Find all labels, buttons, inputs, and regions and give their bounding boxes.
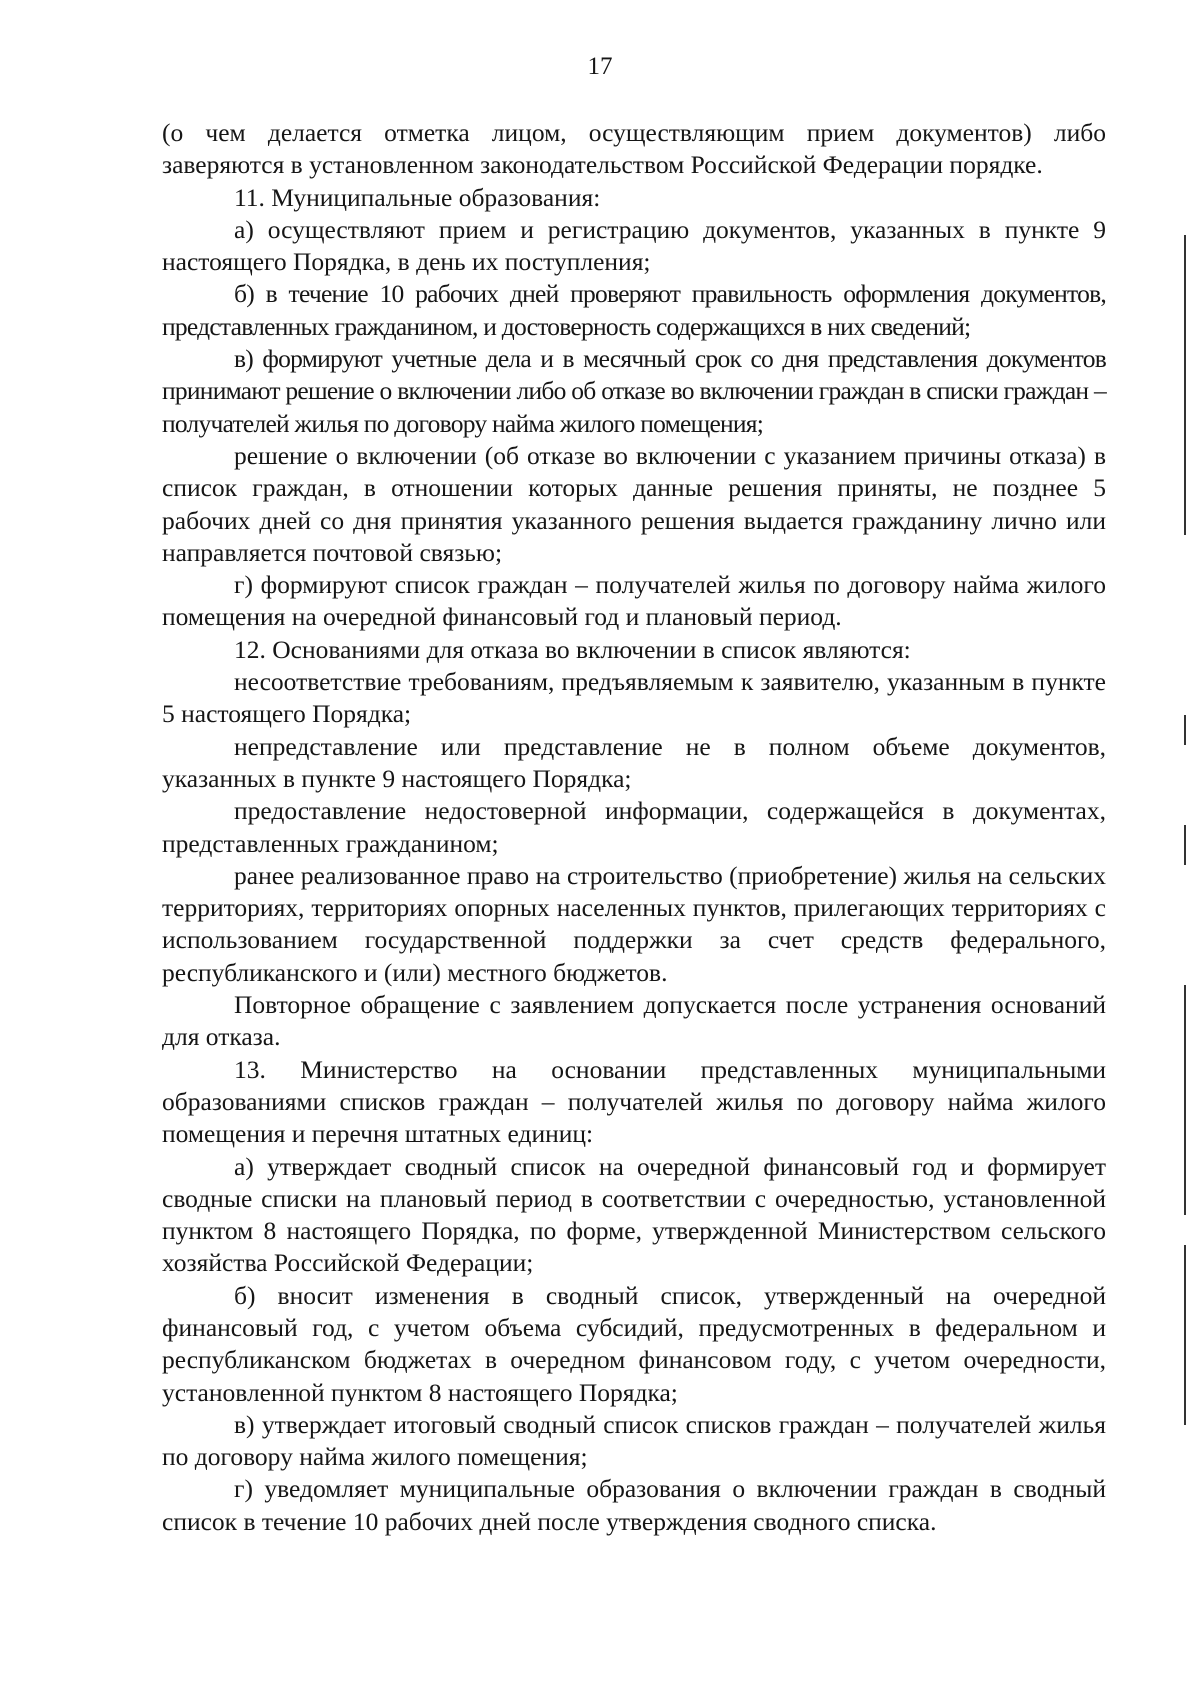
paragraph-item-13g: г) уведомляет муниципальные образования о включении граждан в сводный список в течение 10 рабочих дней после утверждения сводного списка. (162, 1474, 1106, 1536)
paragraph-ground-4: ранее реализованное право на строительство (приобретение) жилья на сельских территориях, территориях опорных населенных пунктов, прилегающих территориях с использованием государственной поддержки за счет средств федерального, республиканского и (или) местного бюджетов. (162, 860, 1106, 987)
paragraph-item-11b: б) в течение 10 рабочих дней проверяют правильность оформления документов, представленных гражданином, и достоверность содержащихся в них сведений; (162, 279, 1106, 341)
paragraph-repeat-application: Повторное обращение с заявлением допускается после устранения оснований для отказа. (162, 990, 1106, 1052)
paragraph-ground-2: непредставление или представление не в полном объеме документов, указанных в пункте 9 настоящего Порядка; (162, 731, 1106, 793)
paragraph-item-11a: а) осуществляют прием и регистрацию документов, указанных в пункте 9 настоящего Порядка, в день их поступления; (162, 214, 1106, 277)
scan-margin-mark (1184, 825, 1186, 865)
paragraph-item-13b: б) вносит изменения в сводный список, утвержденный на очередной финансовый год, с учетом объема субсидий, предусмотренных в федеральном и республиканском бюджетах в очередном финансовом году, с учетом очередности, установленной пунктом 8 настоящего Порядка; (162, 1280, 1106, 1407)
paragraph-item-11: 11. Муниципальные образования: (234, 182, 601, 212)
scan-margin-mark (1184, 235, 1186, 535)
paragraph-item-13a: а) утверждает сводный список на очередной финансовый год и формирует сводные списки на плановый период в соответствии с очередностью, установленной пунктом 8 настоящего Порядка, по форме, утвержденной Министерством сельского хозяйства Российской Федерации; (162, 1151, 1106, 1278)
paragraph-item-11v: в) формируют учетные дела и в месячный срок со дня представления документов принимают решение о включении либо об отказе во включении граждан в списки граждан – получателей жилья по договору найма жилого помещения; (162, 344, 1106, 438)
paragraph-continuation: (о чем делается отметка лицом, осуществляющим прием документов) либо заверяются в установленном законодательством Российской Федерации порядке. (162, 118, 1106, 180)
scan-margin-mark (1184, 985, 1186, 1215)
paragraph-item-13v: в) утверждает итоговый сводный список списков граждан – получателей жилья по договору найма жилого помещения; (162, 1409, 1106, 1472)
paragraph-ground-3: предоставление недостоверной информации, содержащейся в документах, представленных гражданином; (162, 796, 1106, 858)
paragraph-item-13: 13. Министерство на основании представленных муниципальными образованиями списков граждан – получателей жилья по договору найма жилого помещения и перечня штатных единиц: (162, 1054, 1106, 1149)
paragraph-item-11g: г) формируют список граждан – получателей жилья по договору найма жилого помещения на очередной финансовый год и плановый период. (162, 570, 1106, 632)
document-body (162, 117, 1106, 1538)
page-number: 17 (587, 53, 613, 80)
paragraph-decision: решение о включении (об отказе во включении с указанием причины отказа) в список граждан, в отношении которых данные решения приняты, не позднее 5 рабочих дней со дня принятия указанного решения выдается гражданину лично или направляется почтовой связью; (162, 440, 1106, 567)
paragraph-item-12: 12. Основаниями для отказа во включении в список являются: (234, 634, 911, 664)
scan-margin-mark (1184, 715, 1186, 745)
paragraph-ground-1: несоответствие требованиям, предъявляемым к заявителю, указанным в пункте 5 настоящего Порядка; (162, 667, 1106, 729)
scan-margin-mark (1184, 1245, 1186, 1425)
